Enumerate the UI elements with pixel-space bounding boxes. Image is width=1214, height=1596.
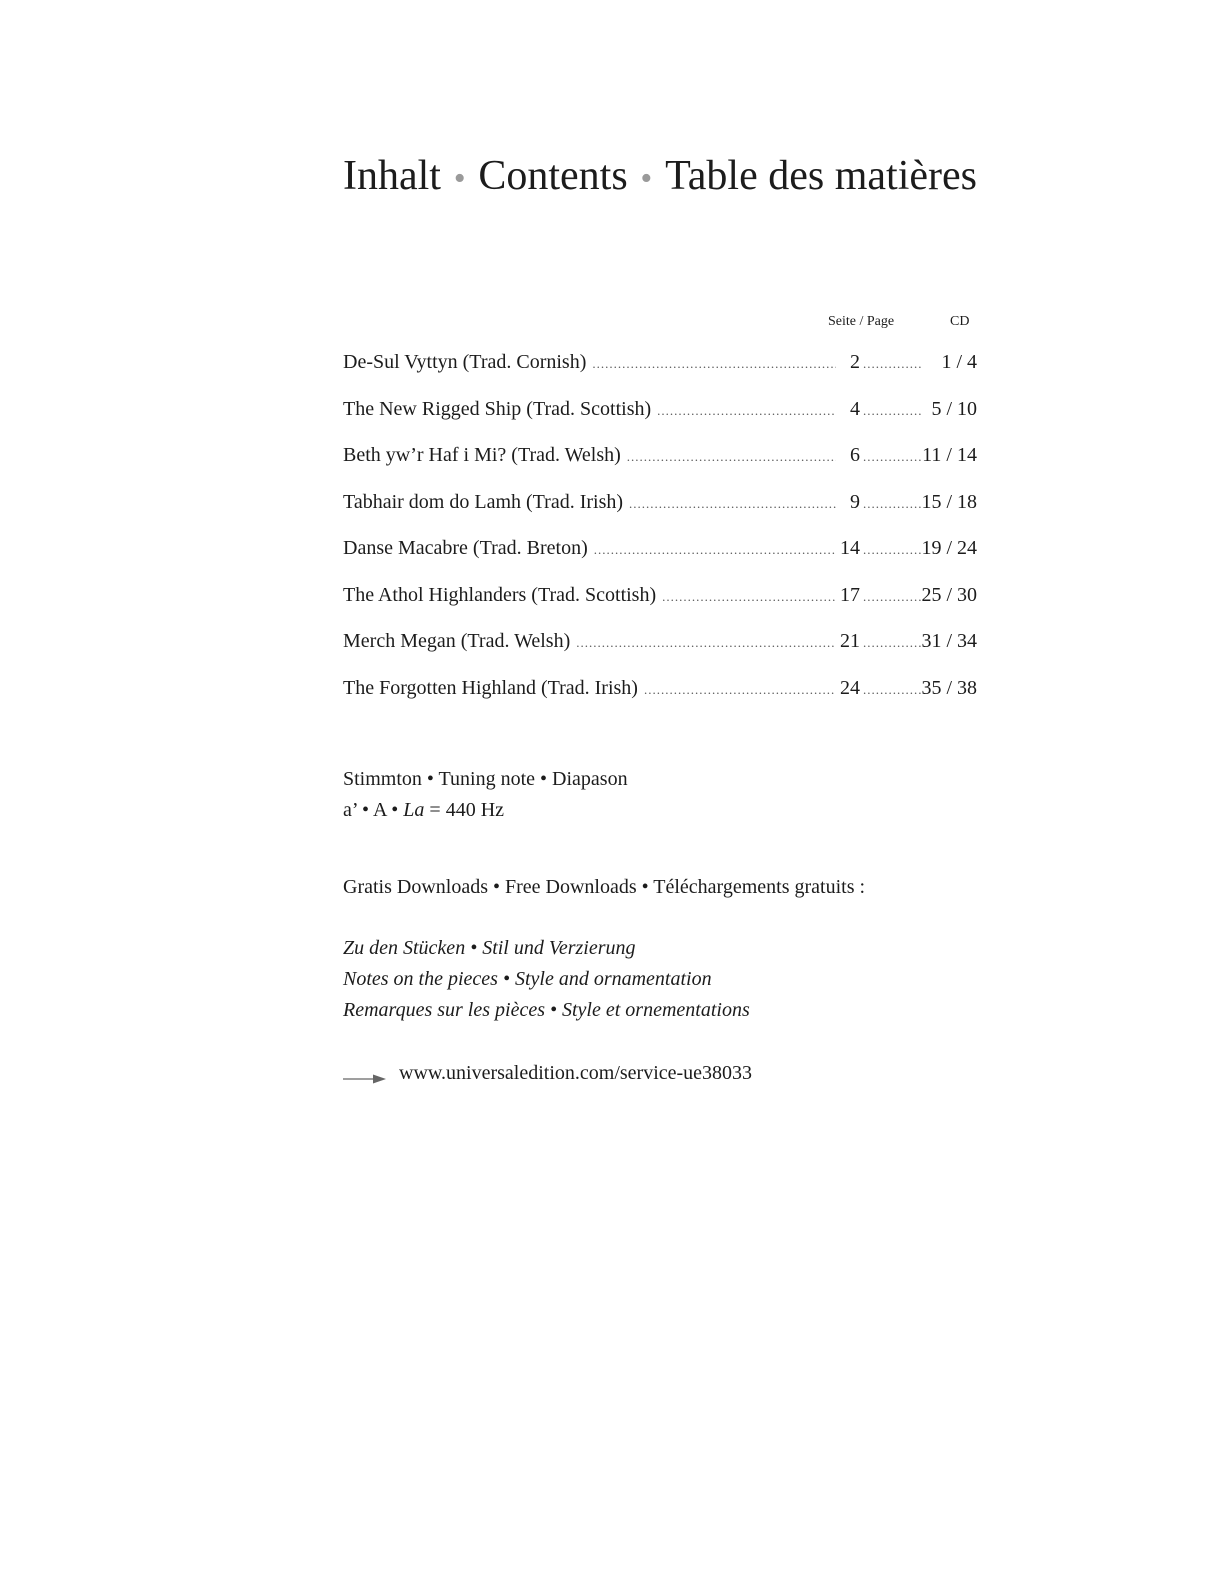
dot-leader — [860, 397, 921, 425]
toc-entry-title: Danse Macabre (Trad. Breton) — [343, 537, 588, 559]
toc-entry-title: Tabhair dom do Lamh (Trad. Irish) — [343, 490, 624, 513]
title-german: Inhalt — [343, 153, 441, 199]
toc-entry-page: 6 — [850, 444, 860, 466]
download-url-link[interactable]: www.universaledition.com/service-ue38033 — [399, 1062, 753, 1084]
toc-entry-title: Merch Megan (Trad. Welsh) — [343, 630, 571, 652]
toc-entry[interactable] — [343, 395, 977, 442]
toc-entry[interactable] — [343, 348, 977, 395]
toc-entry[interactable] — [343, 627, 977, 674]
dot-leader — [662, 583, 836, 611]
toc-entry[interactable] — [343, 674, 977, 721]
downloads-list — [343, 933, 750, 1026]
download-item: Remarques sur les pièces • Style et ornementations — [343, 999, 750, 1021]
toc-entry-cd-tracks: 5 / 10 — [931, 397, 977, 420]
dot-leader — [860, 350, 921, 378]
download-item: Zu den Stücken • Stil und Verzierung — [343, 937, 636, 959]
toc-entry-cd-tracks: 31 / 34 — [921, 630, 977, 652]
download-link-row[interactable] — [343, 1058, 752, 1089]
dot-leader — [860, 536, 921, 564]
page-title — [343, 150, 977, 205]
toc-entry-page: 21 — [840, 630, 860, 652]
title-separator: • — [453, 160, 466, 197]
toc-entry-title: The Athol Highlanders (Trad. Scottish) — [343, 583, 657, 606]
dot-leader — [657, 397, 836, 425]
dot-leader — [629, 490, 836, 518]
title-french: Table des matières — [665, 153, 977, 199]
right-arrow-icon — [343, 1066, 387, 1082]
dot-leader — [627, 443, 836, 471]
page-column-header: Seite / Page — [828, 314, 895, 329]
toc-entry-page: 14 — [840, 537, 860, 559]
dot-leader — [860, 629, 921, 657]
dot-leader — [860, 490, 921, 518]
toc-entry[interactable] — [343, 488, 977, 535]
table-of-contents — [343, 348, 977, 720]
toc-entry-page: 24 — [840, 676, 860, 699]
cd-column-header: CD — [950, 314, 970, 329]
toc-entry-title: The New Rigged Ship (Trad. Scottish) — [343, 397, 652, 420]
toc-entry[interactable] — [343, 581, 977, 628]
toc-entry-cd-tracks: 35 / 38 — [921, 676, 977, 699]
toc-entry-cd-tracks: 15 / 18 — [921, 490, 977, 513]
toc-entry-cd-tracks: 19 / 24 — [921, 537, 977, 559]
tuning-note-prefix: a’ • A • — [343, 799, 404, 821]
dot-leader — [576, 629, 836, 657]
toc-entry-title: De-Sul Vyttyn (Trad. Cornish) — [343, 351, 587, 373]
tuning-note-la: La — [403, 799, 425, 821]
toc-entry-cd-tracks: 1 / 4 — [941, 351, 977, 373]
toc-entry-title: Beth yw’r Haf i Mi? (Trad. Welsh) — [343, 444, 621, 466]
toc-entry-page: 2 — [850, 351, 860, 373]
tuning-note-label: Stimmton • Tuning note • Diapason — [343, 768, 628, 790]
toc-entry-page: 17 — [840, 583, 860, 606]
toc-entry-title: The Forgotten Highland (Trad. Irish) — [343, 676, 638, 699]
toc-entry[interactable] — [343, 441, 977, 488]
toc-entry-cd-tracks: 25 / 30 — [921, 583, 977, 606]
dot-leader — [592, 350, 836, 378]
dot-leader — [860, 583, 921, 611]
toc-entry-cd-tracks: 11 / 14 — [922, 444, 977, 466]
toc-entry-page: 4 — [850, 397, 860, 420]
toc-entry-page: 9 — [850, 490, 860, 513]
downloads-heading: Gratis Downloads • Free Downloads • Téléchargements gratuits : — [343, 876, 866, 898]
tuning-note-value — [343, 795, 628, 826]
tuning-note-frequency: = 440 Hz — [424, 799, 505, 821]
title-english: Contents — [478, 153, 628, 199]
tuning-note — [343, 764, 628, 826]
download-item: Notes on the pieces • Style and ornamentation — [343, 968, 712, 990]
title-separator: • — [640, 160, 653, 197]
dot-leader — [644, 676, 836, 704]
toc-entry[interactable] — [343, 534, 977, 581]
dot-leader — [860, 676, 921, 704]
dot-leader — [594, 536, 836, 564]
dot-leader — [860, 443, 921, 471]
contents-page — [343, 0, 977, 1596]
